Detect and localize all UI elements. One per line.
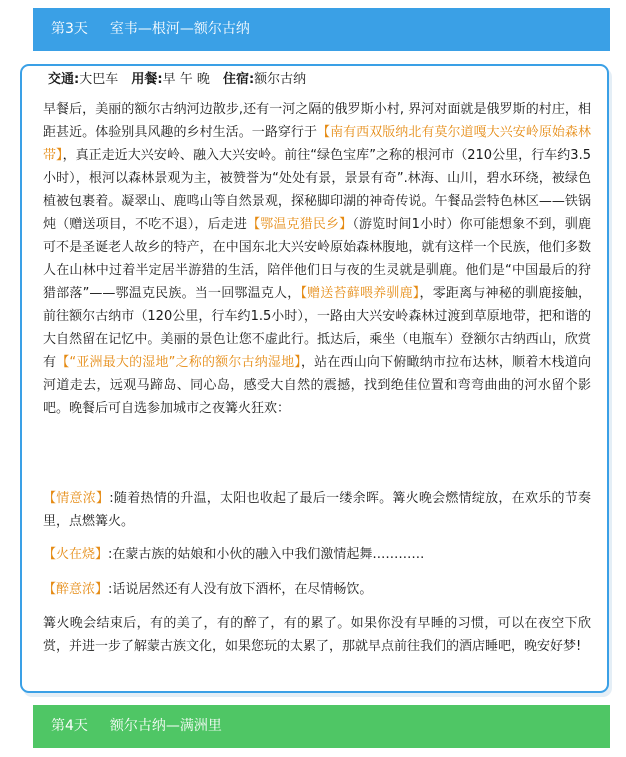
feeling-item (43, 578, 591, 601)
day-4-label: 第4天 (51, 718, 88, 734)
feeling-tag: 【情意浓】 (43, 491, 110, 506)
meals-label: 用餐: (131, 72, 163, 87)
feeling-text: :在蒙古族的姑娘和小伙的融入中我们激情起舞………… (108, 547, 425, 562)
highlight-forest-belt: 【南有西双版纳北有莫尔道嘎大兴安岭原始森林带】 (43, 125, 591, 163)
highlight-ewenki-village: 【鄂温克猎民乡】 (247, 217, 353, 232)
closing-paragraph: 篝火晚会结束后，有的美了，有的醉了，有的累了。如果你没有早睡的习惯，可以在夜空下欣赏，并进一步了解蒙古族文化，如果您玩的太累了，那就早点前往我们的酒店睡吧，晚安好梦! (43, 616, 591, 654)
lodging-label: 住宿: (222, 72, 255, 87)
itinerary-text-3: （游览时间1小时）你可能想象不到，驯鹿可不是圣诞老人故乡的特产，在中国东北大兴安岭原始森林腹地，就有这样一个民族，他们多数人在山林中过着半定居半游猎的生活，陪伴他们日与夜的生灵就是驯鹿。他们是“中国最后的狩猎部落”——鄂温克民族。当一回鄂温克人， (43, 217, 591, 301)
day-4-header (33, 705, 610, 748)
feeling-item (43, 487, 591, 533)
itinerary-text-4: ，零距离与神秘的驯鹿接触，前往额尔古纳市（120公里，行车约1.5小时），一路由大兴安岭森林过渡到草原地带，把和谐的大自然留在记忆中。美丽的景色让您不虚此行。抵达后，乘坐（电瓶车）登额尔古纳西山，欣赏有 (43, 286, 591, 370)
day-3-header (33, 8, 610, 51)
feeling-tag: 【醉意浓】 (43, 582, 109, 597)
feeling-tag: 【火在烧】 (43, 547, 109, 562)
highlight-wetland: 【“亚洲最大的湿地”之称的额尔古纳湿地】 (56, 355, 301, 370)
meals-value: 早 午 晚 (162, 72, 210, 87)
trip-meta (48, 70, 306, 90)
itinerary-paragraph (43, 98, 591, 420)
day-4-route: 额尔古纳—满洲里 (109, 718, 222, 734)
feeling-item (43, 543, 591, 566)
itinerary-text-5: ，站在西山向下俯瞰纳市拉布达林，顺着木栈道向河道走去，远观马蹄岛、同心岛，感受大自然的震撼，找到绝佳位置和弯弯曲曲的河水留个影吧。晚餐后可自选参加城市之夜篝火狂欢： (43, 355, 591, 416)
transport-label: 交通: (48, 72, 80, 87)
day-3-label: 第3天 (51, 21, 88, 37)
itinerary-text-1: 早餐后，美丽的额尔古纳河边散步,还有一河之隔的俄罗斯小村, 界河对面就是俄罗斯的村庄，相距甚近。体验别具风趣的乡村生活。一路穿行于 (43, 102, 591, 140)
day-3-route: 室韦—根河—额尔古纳 (109, 21, 250, 37)
feeling-text: :话说居然还有人没有放下酒杯，在尽情畅饮。 (108, 582, 373, 597)
itinerary-text-2: ，真正走近大兴安岭、融入大兴安岭。前往“绿色宝库”之称的根河市（210公里，行车约3.5小时），根河以森林景观为主，被赞誉为“处处有景，景景有奇”.林海、山川，碧水环绕，被绿色植被包裹着。凝翠山、鹿鸣山等自然景观，探秘脚印湖的神奇传说。午餐品尝特色林区——铁锅炖（赠送项目，不吃不退），后走进 (43, 148, 591, 232)
transport-value: 大巴车 (79, 72, 119, 87)
lodging-value: 额尔古纳 (254, 72, 307, 87)
highlight-feed-reindeer: 【赠送苔藓喂养驯鹿】 (300, 286, 420, 301)
feeling-text: :随着热情的升温，太阳也收起了最后一缕余晖。篝火晚会燃情绽放，在欢乐的节奏里，点燃篝火。 (43, 491, 591, 529)
